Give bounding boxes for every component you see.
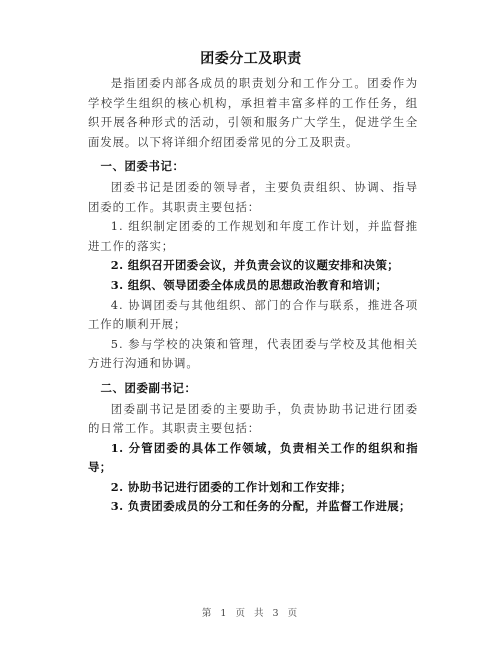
- duty-item: 3. 负责团委成员的分工和任务的分配，并监督工作进展；: [110, 499, 411, 514]
- duty-item: 3. 组织、领导团委全体成员的思想政治教育和培训；: [110, 277, 388, 292]
- section-lead-secretary: 团委书记是团委的领导者，主要负责组织、协调、指导团委的工作。其职责主要包括：: [88, 179, 418, 214]
- section-lead-deputy-secretary: 团委副书记是团委的主要助手，负责协助书记进行团委的日常工作。其职责主要包括：: [88, 401, 418, 436]
- duty-item: 1. 分管团委的具体工作领域，负责相关工作的组织和指导；: [88, 440, 418, 475]
- section-heading-deputy-secretary: 二、团委副书记：: [100, 380, 197, 395]
- duty-item: 2. 协助书记进行团委的工作计划和工作安排；: [110, 479, 352, 494]
- intro-paragraph: 是指团委内部各成员的职责划分和工作分工。团委作为学校学生组织的核心机构，承担着丰富多样的工作任务，组织开展各种形式的活动，引领和服务广大学生，促进学生全面发展。以下将详细介绍团委常见的分工及职责。: [88, 76, 418, 149]
- duty-item: 5. 参与学校的决策和管理，代表团委与学校及其他相关方进行沟通和协调。: [88, 336, 418, 371]
- section-heading-secretary: 一、团委书记：: [100, 159, 185, 174]
- duty-item: 1. 组织制定团委的工作规划和年度工作计划，并监督推进工作的落实；: [88, 219, 418, 253]
- duty-item: 2. 组织召开团委会议，并负责会议的议题安排和决策；: [110, 258, 400, 273]
- document-title: 团委分工及职责: [200, 51, 302, 67]
- duty-item: 4. 协调团委与其他组织、部门的合作与联系，推进各项工作的顺利开展；: [88, 297, 418, 332]
- page-number-footer: 第 1 页 共 3 页: [201, 608, 301, 619]
- document-body: [88, 74, 418, 517]
